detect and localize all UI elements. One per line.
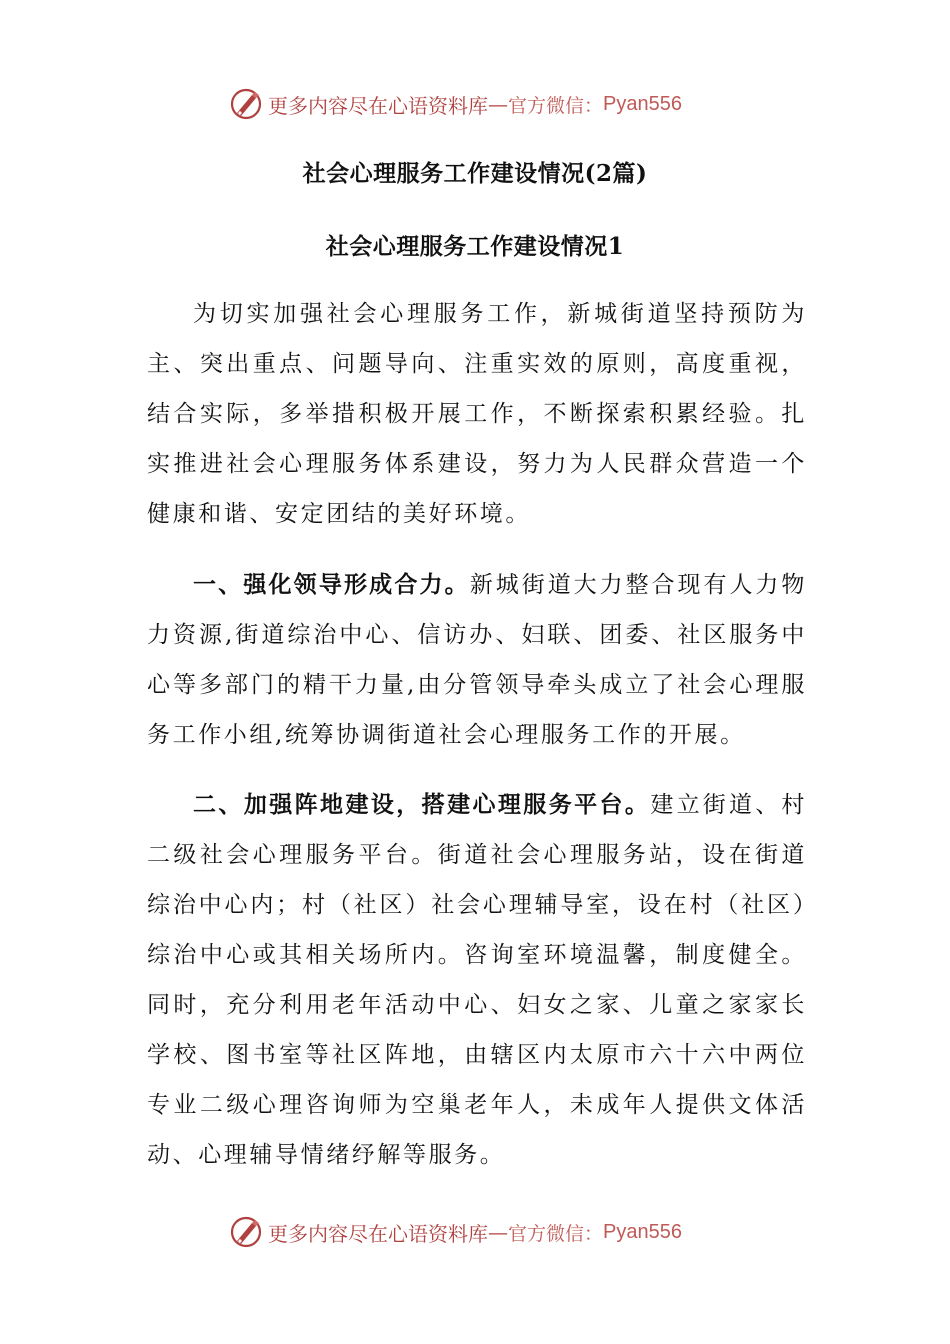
banner-wechat-id: Pyan556 xyxy=(603,1220,682,1243)
banner-dash: — xyxy=(488,92,508,116)
banner-wechat-id: Pyan556 xyxy=(603,92,682,115)
paragraph-body: 为切实加强社会心理服务工作，新城街道坚持预防为主、突出重点、问题导向、注重实效的原则，高度重视，结合实际，多举措积极开展工作，不断探索积累经验。扎实推进社会心理服务体系建设，努力为人民群众营造一个健康和谐、安定团结的美好环境。 xyxy=(147,301,807,527)
banner-wechat-label: 官方微信： xyxy=(508,1222,604,1245)
banner-site-text: 更多内容尽在心语资料库 xyxy=(268,1221,488,1246)
paragraph xyxy=(147,289,807,539)
header-banner xyxy=(228,84,682,124)
footer-banner xyxy=(228,1212,682,1252)
paragraph-body: 建立街道、村二级社会心理服务平台。街道社会心理服务站，设在街道综治中心内；村（社区）社会心理辅导室，设在村（社区）综治中心或其相关场所内。咨询室环境温馨，制度健全。同时，充分利用老年活动中心、妇女之家、儿童之家家长学校、图书室等社区阵地，由辖区内太原市六十六中两位专业二级心理咨询师为空巢老年人，未成年人提供文体活动、心理辅导情绪纾解等服务。 xyxy=(147,792,807,1168)
banner-dash: — xyxy=(488,1220,508,1244)
page-title: 社会心理服务工作建设情况(2篇) xyxy=(302,160,648,187)
paragraph xyxy=(147,560,807,760)
paragraph-lead: 一、强化领导形成合力。 xyxy=(193,571,470,598)
pen-nib-logo-icon xyxy=(228,1214,264,1250)
banner-wechat-label: 官方微信： xyxy=(508,94,604,117)
pen-nib-logo-icon xyxy=(228,86,264,122)
banner-site-text: 更多内容尽在心语资料库 xyxy=(268,93,488,118)
paragraph-body: 新城街道大力整合现有人力物力资源,街道综治中心、信访办、妇联、团委、社区服务中心等多部门的精干力量,由分管领导牵头成立了社会心理服务工作小组,统筹协调街道社会心理服务工作的开展。 xyxy=(147,572,807,748)
paragraph xyxy=(147,780,807,1180)
paragraph-lead: 二、加强阵地建设，搭建心理服务平台。 xyxy=(193,791,651,818)
section-title: 社会心理服务工作建设情况1 xyxy=(325,233,625,260)
